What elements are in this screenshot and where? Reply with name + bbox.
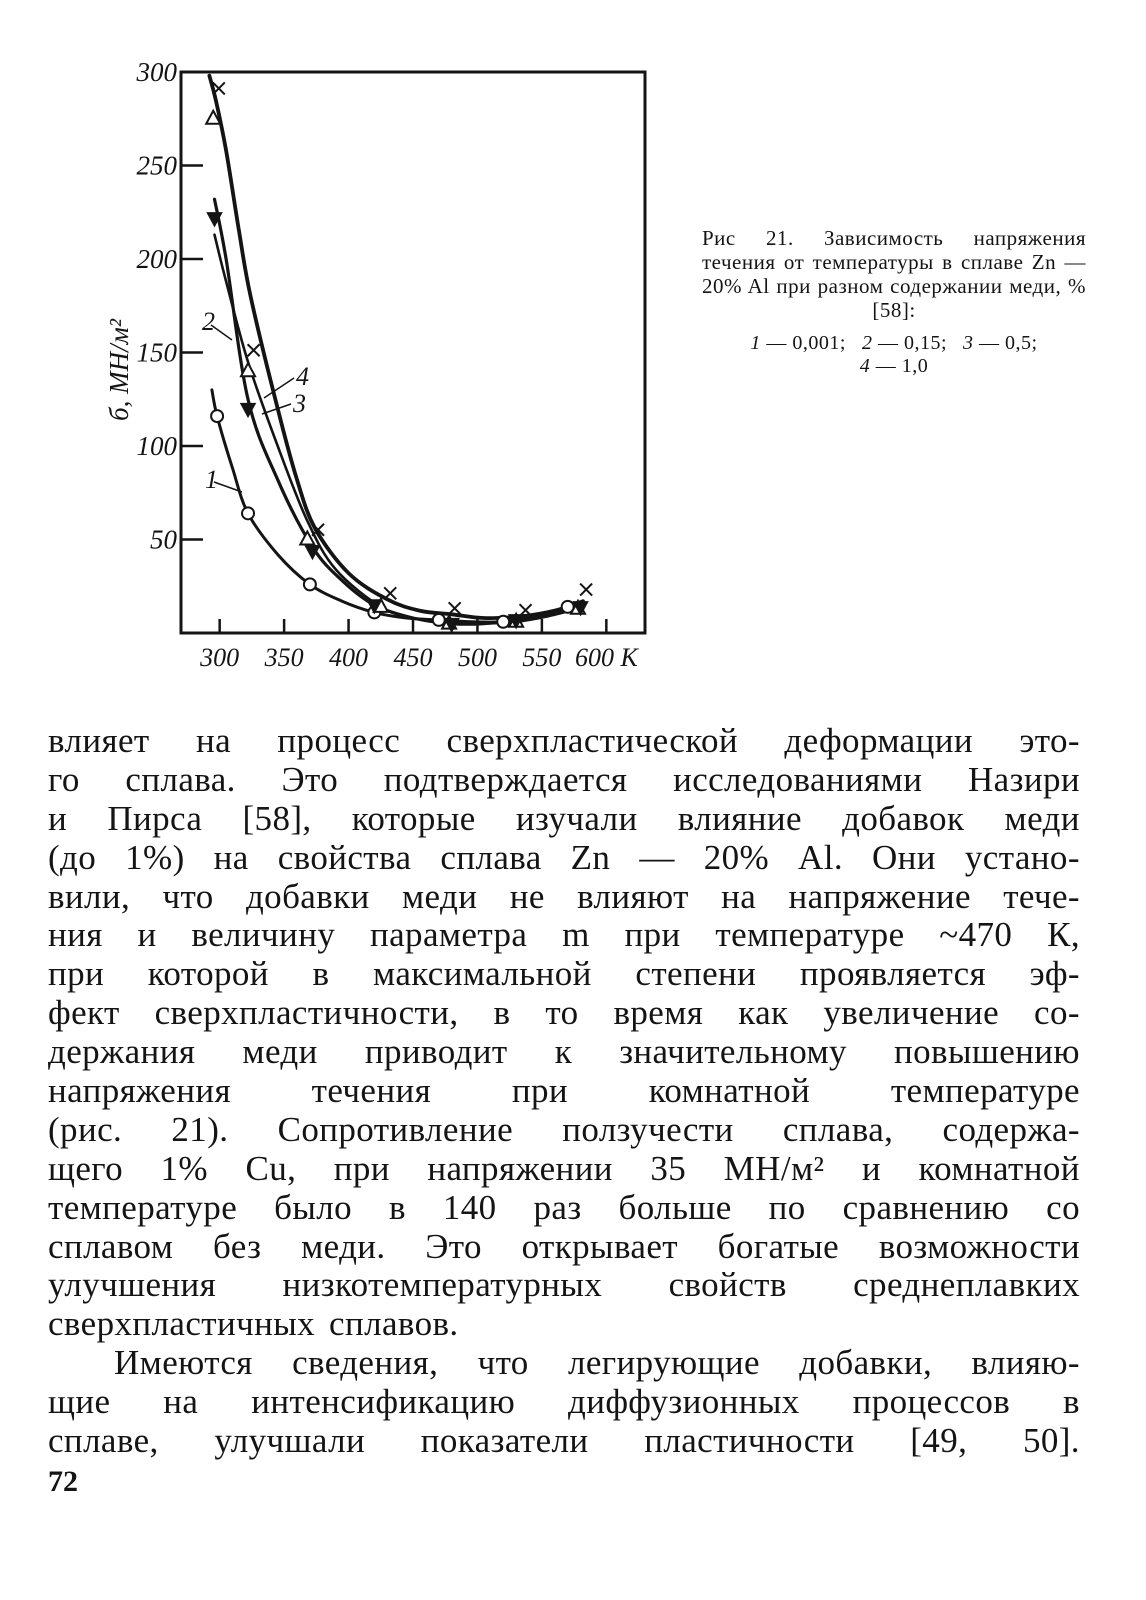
- word: раз: [533, 1187, 582, 1227]
- word: пластичности: [644, 1421, 855, 1461]
- word: диффузионных: [568, 1382, 800, 1422]
- word: проявляется: [799, 954, 987, 994]
- word: процесс: [277, 721, 401, 760]
- series-1-point: [304, 578, 316, 590]
- text-line: [48, 1189, 1080, 1228]
- series-1-point: [242, 507, 254, 519]
- word: ~470: [939, 915, 1013, 955]
- text-line: [48, 1072, 1080, 1111]
- word: не: [509, 876, 545, 916]
- word: вили,: [48, 876, 131, 916]
- legend-item: [963, 332, 1038, 354]
- word: в: [312, 954, 330, 994]
- word: и: [48, 798, 68, 838]
- word: Они: [871, 837, 936, 877]
- text-line: [48, 1266, 1080, 1305]
- word: Cu,: [245, 1148, 297, 1188]
- word: ния: [48, 915, 103, 955]
- word: подтверждается: [383, 759, 628, 799]
- word: 140: [442, 1187, 497, 1227]
- word: больше: [618, 1187, 732, 1227]
- y-tick-label: 300: [136, 57, 177, 87]
- text-line: [48, 1150, 1080, 1189]
- word: влияю-: [971, 1343, 1080, 1383]
- word: ползучести: [562, 1109, 734, 1149]
- word: возможности: [878, 1226, 1080, 1266]
- word: как: [738, 993, 789, 1033]
- word: напряжения: [48, 1071, 231, 1111]
- word: в: [388, 1187, 406, 1227]
- word: изучали: [515, 798, 638, 838]
- word: сверхпластичности,: [154, 993, 459, 1033]
- x-tick-label: 500: [457, 643, 497, 672]
- series-4-point: [248, 344, 260, 356]
- word: значительному: [619, 1032, 847, 1072]
- text-line: [48, 800, 1080, 839]
- word: температуре: [890, 1071, 1080, 1111]
- word: сплаве,: [48, 1421, 159, 1461]
- word: (рис.: [48, 1109, 123, 1149]
- curve-label-4: 4: [296, 362, 309, 391]
- text-line: [48, 722, 1080, 761]
- word: то: [545, 993, 579, 1033]
- word: [49,: [910, 1421, 968, 1461]
- text-line: [48, 1228, 1080, 1267]
- word: в: [493, 993, 511, 1033]
- word: 50].: [1022, 1421, 1080, 1461]
- word: К,: [1047, 915, 1080, 955]
- text-line: [48, 839, 1080, 878]
- word: параметра: [369, 915, 528, 955]
- y-tick-label: 250: [136, 150, 177, 181]
- word: содержа-: [942, 1109, 1080, 1149]
- legend-item: [862, 332, 947, 354]
- word: свойств: [668, 1265, 787, 1305]
- body-text: [48, 722, 1080, 1461]
- word: 21).: [171, 1109, 229, 1149]
- word: величину: [191, 915, 336, 955]
- word: богатые: [717, 1226, 840, 1266]
- word: тече-: [1003, 876, 1080, 916]
- word: на: [195, 721, 232, 760]
- word: влияет: [48, 721, 150, 760]
- word: сверхпластической: [446, 721, 739, 760]
- text-line: [48, 1111, 1080, 1150]
- text-line: [48, 916, 1080, 955]
- word: держания: [48, 1032, 196, 1072]
- series-4-point: [580, 584, 592, 596]
- word: сведения,: [292, 1343, 439, 1383]
- y-tick-label: 200: [136, 244, 177, 274]
- word: степени: [635, 954, 757, 994]
- y-tick-label: 150: [136, 337, 177, 368]
- word: устано-: [964, 837, 1080, 877]
- x-tick-label: 400: [329, 643, 369, 672]
- word: комнатной: [918, 1148, 1080, 1188]
- word: Это: [281, 759, 339, 799]
- word: при: [511, 1071, 568, 1111]
- word: при: [333, 1148, 390, 1188]
- word: в: [1063, 1382, 1080, 1422]
- word: (до: [48, 837, 97, 877]
- word: Это: [425, 1226, 482, 1266]
- text-line: [48, 878, 1080, 917]
- word: на: [721, 876, 757, 916]
- word: что: [162, 876, 214, 916]
- legend-item: [860, 355, 929, 377]
- caption-legend: [702, 332, 1086, 378]
- word: интенсификацию: [251, 1382, 516, 1422]
- word: среднеплавких: [853, 1265, 1080, 1305]
- word: Назири: [967, 759, 1080, 799]
- legend-item-text: — 0,5;: [979, 332, 1038, 354]
- word: сверхпластичных: [48, 1304, 316, 1344]
- word: увеличение: [823, 993, 1000, 1033]
- word: без: [213, 1226, 262, 1266]
- text-line: [48, 955, 1080, 994]
- word: добавки: [245, 876, 370, 916]
- series-1-curve: [212, 390, 574, 622]
- word: щие: [48, 1382, 111, 1422]
- y-axis: [136, 57, 204, 555]
- word: 20%: [703, 837, 770, 877]
- word: исследованиями: [673, 759, 923, 799]
- word: Сопротивление: [277, 1109, 514, 1149]
- word: —: [639, 837, 675, 877]
- word: напряжение: [788, 876, 971, 916]
- y-tick-label: 50: [150, 524, 177, 555]
- word: Имеются: [114, 1343, 253, 1383]
- word: улучшения: [48, 1265, 217, 1305]
- legend-item: [750, 332, 846, 354]
- text-line: [48, 1422, 1080, 1461]
- word: влияют: [577, 876, 689, 916]
- word: свойства: [277, 837, 412, 877]
- word: сплавов.: [329, 1304, 459, 1344]
- word: процессов: [852, 1382, 1011, 1422]
- word: со-: [1034, 993, 1080, 1033]
- legend-item-number: 2: [861, 332, 878, 354]
- series-1-point: [211, 410, 223, 422]
- figure-caption: [702, 226, 1086, 378]
- page-number: 72: [48, 1465, 78, 1498]
- word: низкотемпературных: [282, 1265, 603, 1305]
- word: влияние: [677, 798, 802, 838]
- curves: [209, 76, 583, 625]
- word: температуре: [715, 915, 905, 955]
- curve-label-2: 2: [202, 307, 215, 336]
- curve-leader-4: [264, 378, 294, 398]
- y-axis-label: б, МН/м²: [104, 319, 134, 421]
- x-tick-label: 550: [522, 643, 562, 672]
- word: добавки,: [799, 1343, 933, 1383]
- word: щего: [48, 1148, 124, 1188]
- word: меди: [402, 876, 478, 916]
- legend-item-text: — 0,001;: [766, 332, 846, 354]
- text-line: [48, 1383, 1080, 1422]
- word: сплава,: [782, 1109, 894, 1149]
- word: 1%: [160, 1148, 208, 1188]
- word: которые: [351, 798, 476, 838]
- word: повышению: [893, 1032, 1080, 1072]
- word: открывает: [521, 1226, 678, 1266]
- word: фект: [48, 993, 120, 1033]
- curve-label-3: 3: [293, 389, 306, 418]
- word: сплава.: [125, 759, 236, 799]
- word: 35: [650, 1148, 687, 1188]
- series-4-point: [384, 587, 396, 599]
- text-line: [48, 994, 1080, 1033]
- word: температуре: [48, 1187, 238, 1227]
- word: приводит: [364, 1032, 508, 1072]
- word: легирующие: [567, 1343, 760, 1383]
- y-tick-label: 100: [136, 431, 177, 461]
- series-2-curve: [215, 235, 579, 624]
- legend-item-number: 3: [963, 332, 980, 354]
- series-4-curve: [209, 76, 583, 618]
- word: это-: [1019, 721, 1080, 760]
- word: на: [163, 1382, 199, 1422]
- x-tick-label: 350: [264, 643, 304, 672]
- word: эф-: [1029, 954, 1080, 994]
- curve-label-1: 1: [205, 465, 218, 494]
- word: меди: [1004, 798, 1080, 838]
- text-line: [48, 1305, 1080, 1344]
- word: меди.: [301, 1226, 386, 1266]
- x-tick-label: 600 К: [574, 643, 638, 672]
- word: добавок: [842, 798, 965, 838]
- word: го: [48, 759, 80, 799]
- word: сравнению: [842, 1187, 1010, 1227]
- word: меди: [242, 1032, 318, 1072]
- x-axis: [199, 619, 639, 672]
- word: m: [562, 915, 590, 955]
- word: со: [1046, 1187, 1080, 1227]
- x-tick-label: 450: [393, 643, 433, 672]
- word: МН/м²: [723, 1148, 825, 1188]
- text-line: [48, 1033, 1080, 1072]
- word: Al.: [798, 837, 843, 877]
- word: что: [477, 1343, 529, 1383]
- word: течения: [311, 1071, 432, 1111]
- x-tick-label: 300: [200, 643, 240, 672]
- word: Пирса: [107, 798, 203, 838]
- word: показатели: [420, 1421, 589, 1461]
- word: при: [48, 954, 105, 994]
- word: 1%): [125, 837, 185, 877]
- word: сплавом: [48, 1226, 174, 1266]
- word: напряжении: [427, 1148, 613, 1188]
- series-4-point: [449, 602, 461, 614]
- word: по: [768, 1187, 806, 1227]
- series-1-point: [497, 616, 509, 628]
- word: деформации: [784, 721, 973, 760]
- word: комнатной: [648, 1071, 811, 1111]
- caption-title: Рис 21. Зависимость напряжения течения от температуры в сплаве Zn — 20% Al при разном содержании меди, % [58]:: [702, 226, 1086, 322]
- legend-item-number: 4: [859, 355, 876, 377]
- word: к: [554, 1032, 573, 1072]
- word: и: [137, 915, 157, 955]
- word: при: [624, 915, 681, 955]
- word: [58],: [242, 798, 312, 838]
- legend-item-number: 1: [750, 332, 767, 354]
- word: которой: [147, 954, 269, 994]
- word: сплава: [440, 837, 542, 877]
- word: и: [861, 1148, 881, 1188]
- series-1-point: [433, 614, 445, 626]
- legend-item-text: — 0,15;: [877, 332, 948, 354]
- word: максимальной: [373, 954, 592, 994]
- legend-item-text: — 1,0: [875, 355, 929, 377]
- word: Zn: [570, 837, 611, 877]
- text-line: [48, 761, 1080, 800]
- word: улучшали: [214, 1421, 366, 1461]
- word: время: [613, 993, 704, 1033]
- text-line: [48, 1344, 1080, 1383]
- word: на: [213, 837, 249, 877]
- word: было: [274, 1187, 352, 1227]
